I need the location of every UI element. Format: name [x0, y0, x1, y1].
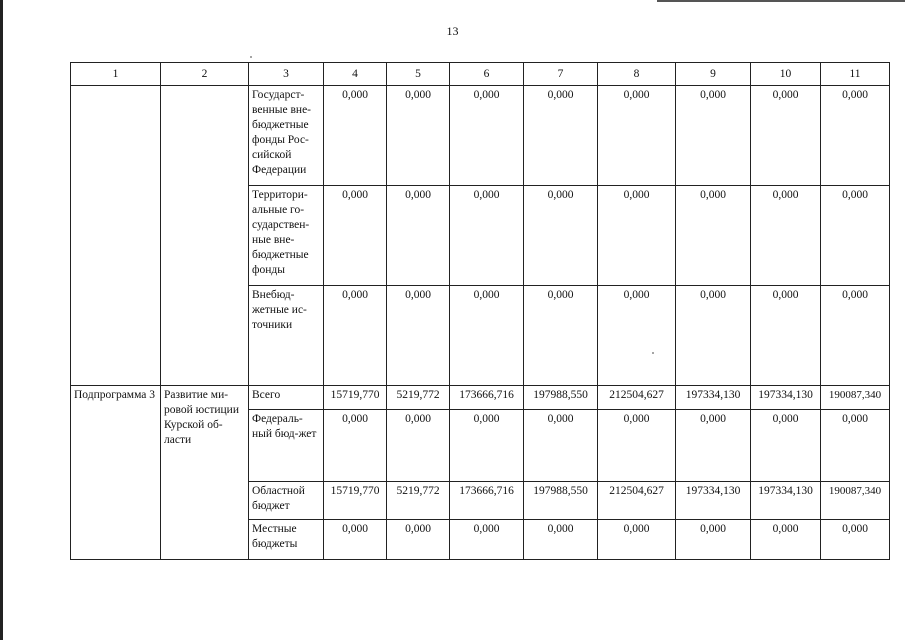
value-cell: 197334,130 [676, 386, 751, 410]
table-row [71, 386, 890, 410]
value-cell: 0,000 [324, 410, 387, 482]
value-cell: 0,000 [324, 86, 387, 186]
value-cell: 173666,716 [450, 482, 524, 520]
value-cell: 0,000 [524, 520, 598, 560]
page-number: 13 [446, 24, 459, 38]
status-cell: Подпрограмма 3 [71, 386, 161, 560]
value-cell: 0,000 [598, 520, 676, 560]
scan-left-edge [0, 0, 3, 640]
value-cell: 0,000 [387, 520, 450, 560]
source-cell: Внебюд-жетные ис-точники [249, 286, 324, 386]
source-cell: Областной бюджет [249, 482, 324, 520]
value-cell: 15719,770 [324, 482, 387, 520]
value-cell: 197334,130 [751, 386, 821, 410]
value-cell: 0,000 [387, 286, 450, 386]
value-cell: 0,000 [598, 286, 676, 386]
value-cell: 0,000 [524, 286, 598, 386]
budget-table [70, 62, 890, 560]
source-cell: Всего [249, 386, 324, 410]
status-cell-empty [71, 86, 161, 386]
value-cell: 15719,770 [324, 386, 387, 410]
header-cell: 1 [71, 63, 161, 86]
value-cell: 212504,627 [598, 386, 676, 410]
value-cell: 197988,550 [524, 482, 598, 520]
value-cell: 0,000 [387, 186, 450, 286]
value-cell: 0,000 [524, 86, 598, 186]
value-cell: 0,000 [821, 286, 890, 386]
value-cell: 0,000 [676, 410, 751, 482]
source-cell: Федераль-ный бюд-жет [249, 410, 324, 482]
header-cell: 11 [821, 63, 890, 86]
value-cell: 190087,340 [821, 482, 890, 520]
value-cell: 0,000 [821, 410, 890, 482]
value-cell: 0,000 [676, 286, 751, 386]
value-cell: 0,000 [450, 410, 524, 482]
value-cell: 5219,772 [387, 386, 450, 410]
scan-speck [250, 56, 252, 58]
value-cell: 5219,772 [387, 482, 450, 520]
value-cell: 0,000 [387, 410, 450, 482]
header-cell: 2 [161, 63, 249, 86]
value-cell: 197334,130 [676, 482, 751, 520]
value-cell: 0,000 [524, 186, 598, 286]
value-cell: 0,000 [450, 86, 524, 186]
value-cell: 0,000 [676, 86, 751, 186]
value-cell: 197988,550 [524, 386, 598, 410]
name-cell: Развитие ми-ровой юстиции Курской об-ласти [161, 386, 249, 560]
value-cell: 0,000 [450, 286, 524, 386]
value-cell: 0,000 [450, 520, 524, 560]
header-cell: 4 [324, 63, 387, 86]
name-cell-empty [161, 86, 249, 386]
value-cell: 0,000 [598, 186, 676, 286]
source-cell: Территори-альные го-сударствен-ные вне-бюджетные фонды [249, 186, 324, 286]
value-cell: 0,000 [598, 410, 676, 482]
table-row [71, 86, 890, 186]
value-cell: 197334,130 [751, 482, 821, 520]
value-cell: 0,000 [676, 520, 751, 560]
value-cell: 173666,716 [450, 386, 524, 410]
value-cell: 0,000 [751, 520, 821, 560]
value-cell: 0,000 [524, 410, 598, 482]
value-cell: 0,000 [751, 86, 821, 186]
header-cell: 5 [387, 63, 450, 86]
scan-top-rule [657, 0, 905, 2]
source-cell: Государст-венные вне-бюджетные фонды Рос-сийской Федерации [249, 86, 324, 186]
value-cell: 0,000 [324, 186, 387, 286]
value-cell: 190087,340 [821, 386, 890, 410]
value-cell: 0,000 [821, 86, 890, 186]
value-cell: 0,000 [387, 86, 450, 186]
value-cell: 0,000 [751, 286, 821, 386]
header-cell: 8 [598, 63, 676, 86]
scan-speck [652, 352, 654, 354]
header-cell: 10 [751, 63, 821, 86]
value-cell: 0,000 [450, 186, 524, 286]
value-cell: 0,000 [598, 86, 676, 186]
value-cell: 0,000 [751, 410, 821, 482]
header-cell: 6 [450, 63, 524, 86]
header-cell: 9 [676, 63, 751, 86]
value-cell: 0,000 [324, 286, 387, 386]
header-cell: 7 [524, 63, 598, 86]
value-cell: 0,000 [751, 186, 821, 286]
header-cell: 3 [249, 63, 324, 86]
value-cell: 0,000 [676, 186, 751, 286]
value-cell: 0,000 [324, 520, 387, 560]
value-cell: 0,000 [821, 520, 890, 560]
value-cell: 212504,627 [598, 482, 676, 520]
header-row [71, 63, 890, 86]
source-cell: Местные бюджеты [249, 520, 324, 560]
value-cell: 0,000 [821, 186, 890, 286]
